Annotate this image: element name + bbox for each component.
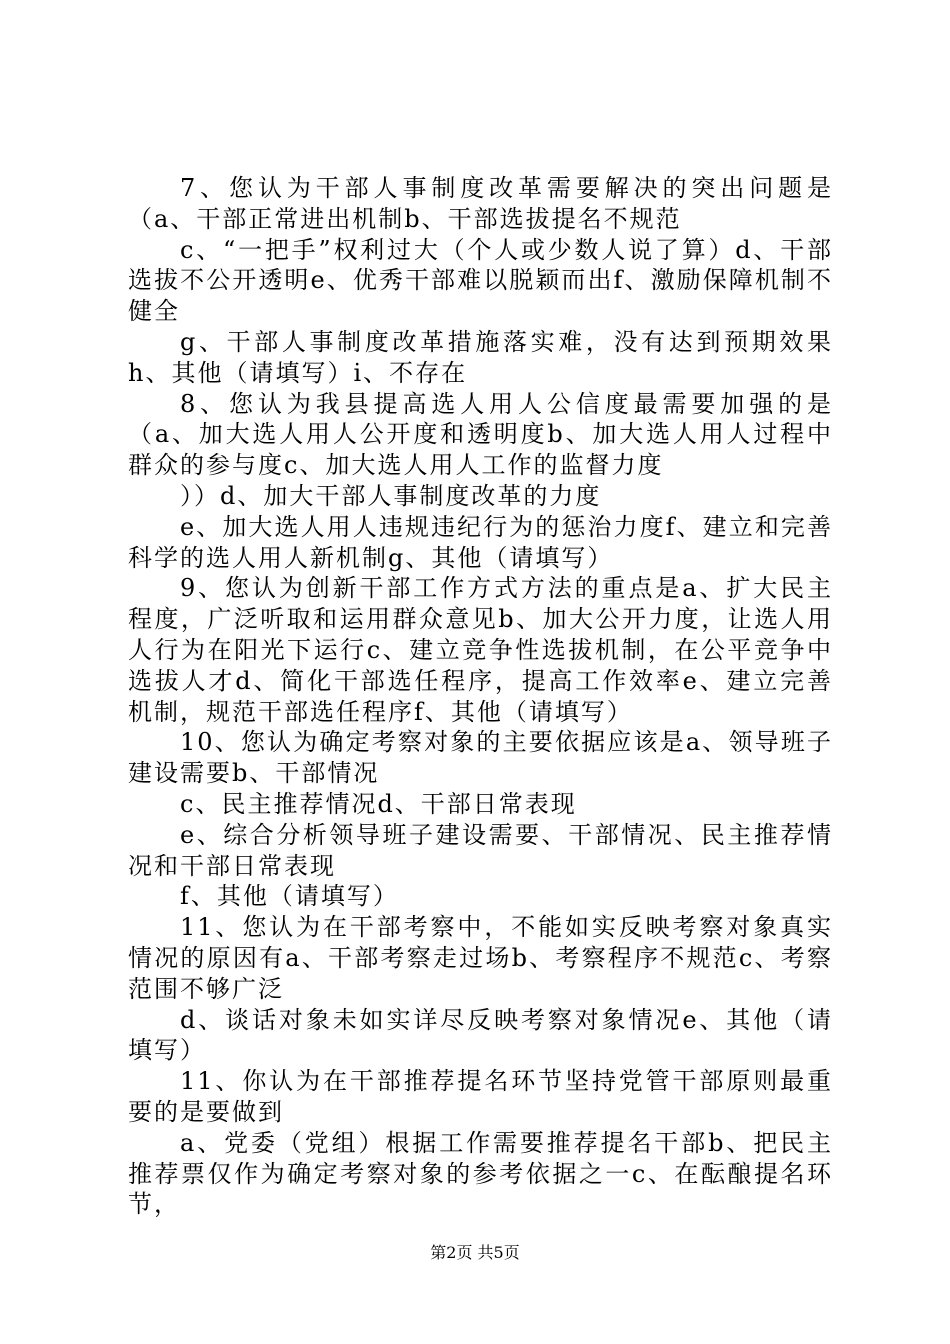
paragraph-q10: 10、您认为确定考察对象的主要依据应该是a、领导班子建设需要b、干部情况	[128, 728, 833, 788]
paragraph-q7: 7、您认为干部人事制度改革需要解决的突出问题是（a、干部正常进出机制b、干部选拔提名不规范	[128, 174, 833, 233]
paragraph-q11b-options-a: a、党委（党组）根据工作需要推荐提名干部b、把民主推荐票仅作为确定考察对象的参考依据之一c、在酝酿提名环节，	[128, 1128, 833, 1219]
paragraph-q7-options-c: c、“一把手”权利过大（个人或少数人说了算）d、干部选拔不公开透明e、优秀干部难以脱颖而出f、激励保障机制不健全	[128, 235, 833, 326]
paragraph-q7-options-g: g、干部人事制度改革措施落实难，没有达到预期效果h、其他（请填写）i、不存在	[128, 327, 833, 387]
paragraph-q11-options-d: d、谈话对象未如实详尽反映考察对象情况e、其他（请填写）	[128, 1005, 833, 1065]
page-number-footer: 第2页 共5页	[430, 1243, 520, 1262]
paragraph-q9: 9、您认为创新干部工作方式方法的重点是a、扩大民主程度，广泛听取和运用群众意见b、加大公开力度，让选人用人行为在阳光下运行c、建立竞争性选拔机制，在公平竞争中选拔人才d、简化干部选任程序，提高工作效率e、建立完善机制，规范干部选任程序f、其他（请填写）	[128, 574, 833, 726]
paragraph-q8: 8、您认为我县提高选人用人公信度最需要加强的是（a、加大选人用人公开度和透明度b、加大选人用人过程中群众的参与度c、加大选人用人工作的监督力度	[128, 389, 833, 480]
paragraph-q8-options-e: e、加大选人用人违规违纪行为的惩治力度f、建立和完善科学的选人用人新机制g、其他（请填写）	[128, 512, 833, 572]
paragraph-q10-options-e: e、综合分析领导班子建设需要、干部情况、民主推荐情况和干部日常表现	[128, 820, 833, 880]
paragraph-q11: 11、您认为在干部考察中，不能如实反映考察对象真实情况的原因有a、干部考察走过场b、考察程序不规范c、考察范围不够广泛	[128, 913, 833, 1003]
document-body	[128, 173, 833, 1220]
paragraph-q10-options-f: f、其他（请填写）	[180, 882, 399, 911]
paragraph-q11b: 11、你认为在干部推荐提名环节坚持党管干部原则最重要的是要做到	[128, 1067, 833, 1126]
paragraph-q8-options-d: ））d、加大干部人事制度改革的力度	[180, 481, 602, 510]
paragraph-q10-options-c: c、民主推荐情况d、干部日常表现	[180, 789, 577, 818]
